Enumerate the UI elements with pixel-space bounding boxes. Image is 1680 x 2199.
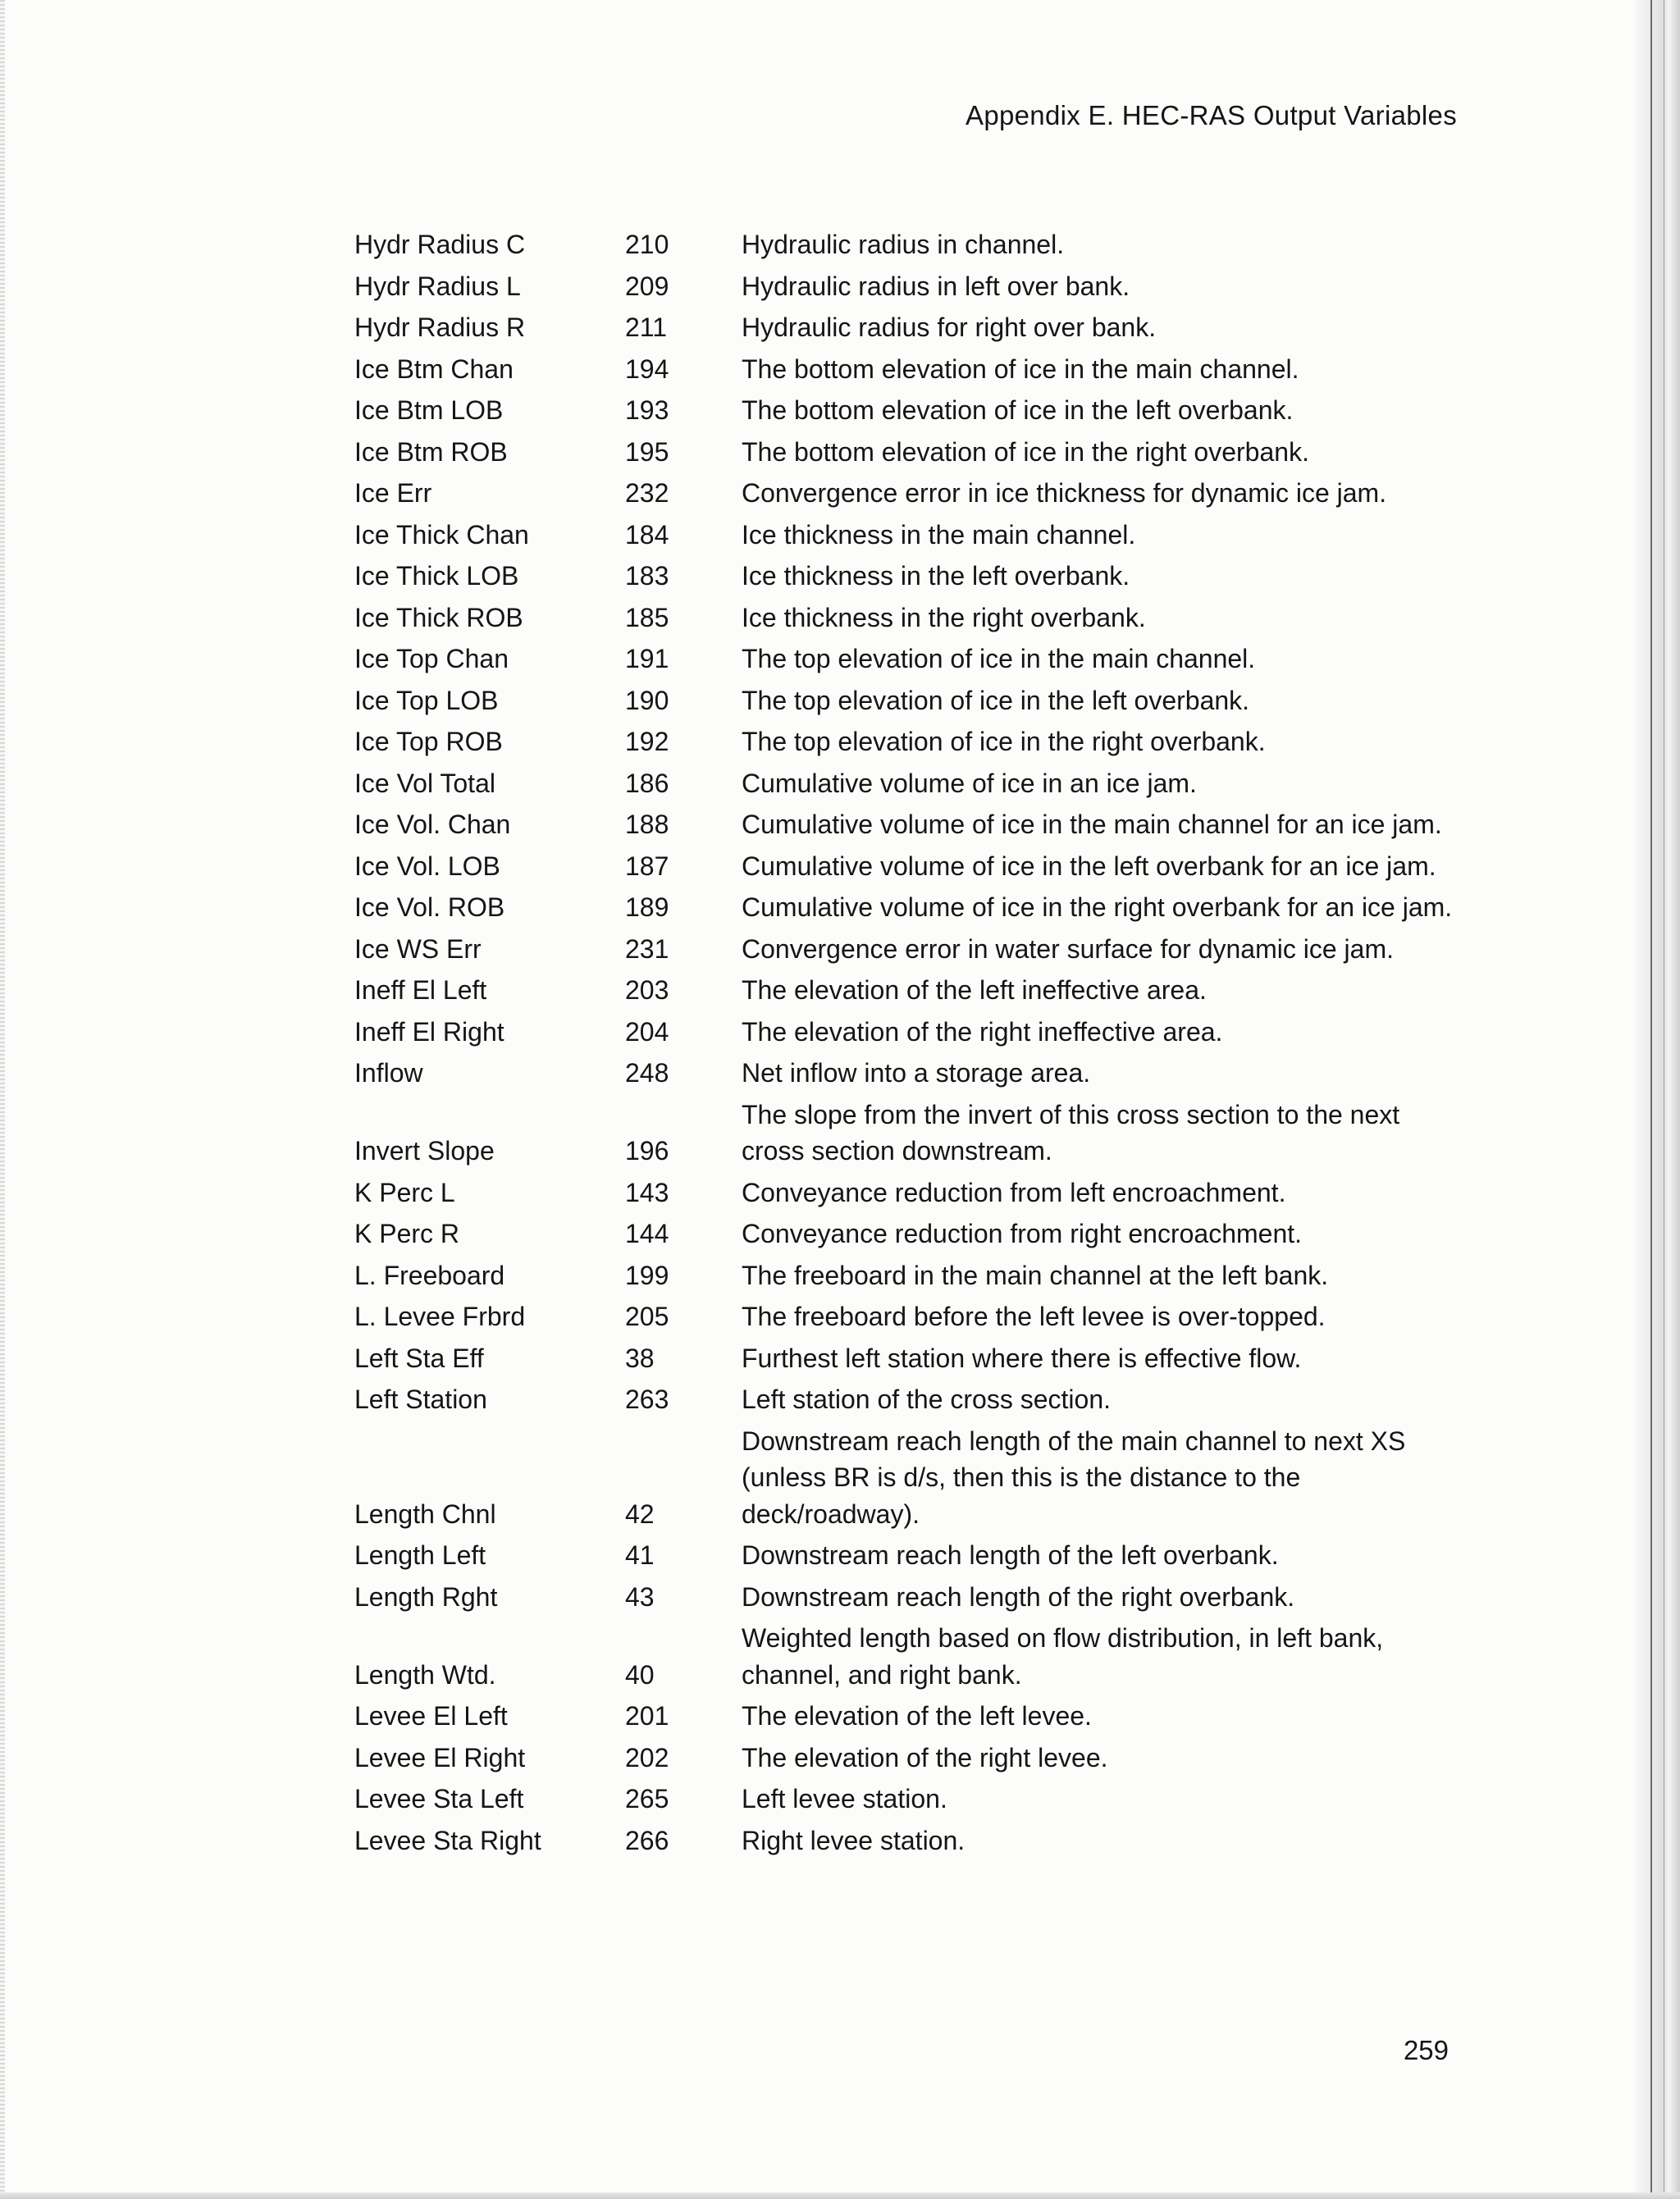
variable-name: Ice Thick ROB bbox=[354, 602, 523, 632]
variable-description: The top elevation of ice in the left overbank. bbox=[742, 685, 1250, 715]
variable-number: 183 bbox=[625, 561, 669, 591]
variable-description: The freeboard before the left levee is over-topped. bbox=[742, 1302, 1326, 1331]
variable-description: The freeboard in the main channel at the left bank. bbox=[742, 1260, 1329, 1290]
variable-name: K Perc R bbox=[354, 1219, 460, 1248]
variable-number: 193 bbox=[625, 395, 669, 425]
variable-number: 41 bbox=[625, 1540, 655, 1570]
variable-number: 188 bbox=[625, 810, 669, 839]
table-row bbox=[354, 1781, 1470, 1818]
variable-number: 231 bbox=[625, 933, 669, 964]
variable-name: Ice Vol. Chan bbox=[354, 810, 511, 839]
variable-description: Furthest left station where there is effective flow. bbox=[742, 1343, 1302, 1373]
table-row bbox=[354, 268, 1470, 305]
variable-number: 195 bbox=[625, 436, 669, 467]
variable-description: Right levee station. bbox=[742, 1825, 966, 1855]
table-row bbox=[354, 931, 1470, 968]
variable-name: Ice Vol. LOB bbox=[354, 851, 500, 881]
output-variables-table bbox=[354, 226, 1470, 1859]
table-row bbox=[354, 1381, 1470, 1418]
variable-number: 185 bbox=[625, 602, 669, 632]
variable-description: Convergence error in water surface for dynamic ice jam. bbox=[742, 933, 1394, 964]
variable-name: Levee Sta Right bbox=[354, 1825, 541, 1855]
variable-number: 211 bbox=[625, 313, 668, 342]
variable-description: Ice thickness in the left overbank. bbox=[742, 561, 1130, 591]
table-row bbox=[354, 1740, 1470, 1777]
table-row bbox=[354, 1698, 1470, 1735]
table-row bbox=[354, 1423, 1470, 1533]
variable-number: 187 bbox=[625, 851, 669, 881]
variable-description: Ice thickness in the right overbank. bbox=[742, 602, 1146, 632]
table-row bbox=[354, 723, 1470, 760]
variable-number: 196 bbox=[625, 1136, 669, 1166]
variable-name: Ice Btm ROB bbox=[354, 436, 508, 467]
scan-left-edge bbox=[0, 0, 5, 2199]
variable-description: Left station of the cross section. bbox=[742, 1385, 1112, 1414]
variable-name: L. Levee Frbrd bbox=[354, 1302, 526, 1331]
variable-name: Ice Err bbox=[354, 478, 432, 508]
variable-number: 38 bbox=[625, 1343, 655, 1373]
variable-number: 191 bbox=[625, 644, 669, 673]
variable-number: 43 bbox=[625, 1581, 655, 1612]
variable-description: Hydraulic radius in left over bank. bbox=[742, 271, 1130, 301]
variable-number: 248 bbox=[625, 1058, 669, 1088]
variable-number: 202 bbox=[625, 1742, 669, 1772]
variable-name: Length Left bbox=[354, 1540, 486, 1570]
variable-number: 144 bbox=[625, 1219, 669, 1248]
table-row bbox=[354, 434, 1470, 471]
variable-name: Ice Top LOB bbox=[354, 685, 499, 715]
table-row bbox=[354, 1014, 1470, 1051]
variable-name: Length Chnl bbox=[354, 1499, 496, 1529]
variable-name: Ice WS Err bbox=[354, 933, 482, 964]
table-row bbox=[354, 1257, 1470, 1294]
book-binding-edge bbox=[1636, 0, 1680, 2199]
table-row bbox=[354, 1097, 1470, 1170]
variable-name: Levee Sta Left bbox=[354, 1784, 524, 1813]
table-row bbox=[354, 351, 1470, 388]
table-row bbox=[354, 1823, 1470, 1859]
table-row bbox=[354, 1620, 1470, 1693]
table-row bbox=[354, 1579, 1470, 1616]
table-row bbox=[354, 392, 1470, 429]
variable-description: The slope from the invert of this cross section to the next cross section downstream. bbox=[742, 1099, 1400, 1166]
table-row bbox=[354, 600, 1470, 636]
variable-description: Conveyance reduction from right encroachment. bbox=[742, 1219, 1303, 1248]
variable-description: Convergence error in ice thickness for dynamic ice jam. bbox=[742, 478, 1387, 508]
variable-name: Left Station bbox=[354, 1385, 487, 1414]
variable-number: 209 bbox=[625, 271, 669, 301]
variable-name: Hydr Radius C bbox=[354, 230, 526, 259]
variable-name: Length Rght bbox=[354, 1581, 498, 1612]
variable-name: Ice Btm LOB bbox=[354, 395, 504, 425]
variable-description: The bottom elevation of ice in the right overbank. bbox=[742, 436, 1309, 467]
variable-description: Left levee station. bbox=[742, 1784, 947, 1813]
table-row bbox=[354, 765, 1470, 802]
variable-description: The top elevation of ice in the right overbank. bbox=[742, 727, 1266, 756]
table-row bbox=[354, 475, 1470, 512]
variable-name: Ice Thick Chan bbox=[354, 519, 529, 550]
variable-description: Hydraulic radius for right over bank. bbox=[742, 313, 1157, 342]
variable-number: 143 bbox=[625, 1177, 669, 1207]
variable-name: Levee El Left bbox=[354, 1701, 508, 1731]
variable-number: 266 bbox=[625, 1825, 669, 1855]
table-row bbox=[354, 1340, 1470, 1377]
variable-name: Ineff El Right bbox=[354, 1016, 504, 1047]
variable-name: Inflow bbox=[354, 1058, 423, 1088]
variable-number: 205 bbox=[625, 1302, 669, 1331]
table-row bbox=[354, 972, 1470, 1009]
variable-description: Hydraulic radius in channel. bbox=[742, 230, 1065, 259]
variable-number: 194 bbox=[625, 354, 669, 384]
variable-number: 201 bbox=[625, 1701, 669, 1731]
variable-description: The bottom elevation of ice in the main channel. bbox=[742, 354, 1299, 384]
variable-name: Hydr Radius R bbox=[354, 313, 526, 342]
variable-number: 263 bbox=[625, 1385, 669, 1414]
variable-name: Ice Btm Chan bbox=[354, 354, 514, 384]
table-row bbox=[354, 517, 1470, 554]
table-row bbox=[354, 309, 1470, 346]
variable-description: The top elevation of ice in the main channel. bbox=[742, 644, 1256, 673]
variable-description: Downstream reach length of the left overbank. bbox=[742, 1540, 1279, 1570]
variable-number: 199 bbox=[625, 1260, 669, 1290]
variable-description: Weighted length based on flow distribution, in left bank, channel, and right bank. bbox=[742, 1623, 1384, 1690]
variable-number: 192 bbox=[625, 727, 669, 756]
variable-number: 203 bbox=[625, 975, 669, 1005]
variable-description: Conveyance reduction from left encroachment. bbox=[742, 1177, 1286, 1207]
page-number: 259 bbox=[1403, 2035, 1449, 2065]
variable-name: K Perc L bbox=[354, 1177, 455, 1207]
variable-name: Levee El Right bbox=[354, 1742, 526, 1772]
variable-description: The elevation of the left ineffective area. bbox=[742, 975, 1207, 1005]
variable-description: Downstream reach length of the main channel to next XS (unless BR is d/s, then this is the distance to the deck/roadway). bbox=[742, 1426, 1406, 1529]
variable-number: 232 bbox=[625, 478, 669, 508]
variable-description: Downstream reach length of the right overbank. bbox=[742, 1581, 1295, 1612]
variable-name: Ice Thick LOB bbox=[354, 561, 519, 591]
variable-description: Cumulative volume of ice in the right overbank for an ice jam. bbox=[742, 892, 1453, 922]
variable-number: 190 bbox=[625, 685, 669, 715]
table-row bbox=[354, 806, 1470, 843]
variable-number: 210 bbox=[625, 230, 669, 259]
variable-number: 186 bbox=[625, 768, 669, 798]
table-row bbox=[354, 226, 1470, 263]
table-row bbox=[354, 558, 1470, 595]
variable-description: Cumulative volume of ice in the main channel for an ice jam. bbox=[742, 810, 1442, 839]
variable-number: 265 bbox=[625, 1784, 669, 1813]
table-row bbox=[354, 641, 1470, 677]
variable-number: 40 bbox=[625, 1659, 655, 1690]
table-row bbox=[354, 848, 1470, 885]
variable-number: 189 bbox=[625, 892, 669, 922]
table-row bbox=[354, 1537, 1470, 1574]
variable-name: Invert Slope bbox=[354, 1136, 495, 1166]
table-row bbox=[354, 889, 1470, 926]
variable-name: Ineff El Left bbox=[354, 975, 487, 1005]
variable-name: Left Sta Eff bbox=[354, 1343, 484, 1373]
variable-name: Ice Vol. ROB bbox=[354, 892, 505, 922]
variable-number: 204 bbox=[625, 1016, 669, 1047]
running-header: Appendix E. HEC-RAS Output Variables bbox=[966, 100, 1457, 130]
variable-description: The elevation of the right ineffective area. bbox=[742, 1016, 1223, 1047]
variable-number: 184 bbox=[625, 519, 669, 550]
variable-name: Length Wtd. bbox=[354, 1659, 496, 1690]
table-row bbox=[354, 682, 1470, 719]
variable-name: L. Freeboard bbox=[354, 1260, 505, 1290]
table-row bbox=[354, 1216, 1470, 1252]
variable-number: 42 bbox=[625, 1499, 655, 1529]
variable-description: The elevation of the left levee. bbox=[742, 1701, 1092, 1731]
scan-bottom-edge bbox=[0, 2192, 1680, 2199]
variable-description: The bottom elevation of ice in the left overbank. bbox=[742, 395, 1294, 425]
variable-name: Ice Top Chan bbox=[354, 644, 509, 673]
table-row bbox=[354, 1175, 1470, 1211]
variable-name: Ice Top ROB bbox=[354, 727, 503, 756]
variable-name: Ice Vol Total bbox=[354, 768, 495, 798]
variable-description: Cumulative volume of ice in the left overbank for an ice jam. bbox=[742, 851, 1436, 881]
variable-name: Hydr Radius L bbox=[354, 271, 521, 301]
variable-description: Net inflow into a storage area. bbox=[742, 1058, 1091, 1088]
table-row bbox=[354, 1298, 1470, 1335]
variable-description: Cumulative volume of ice in an ice jam. bbox=[742, 768, 1197, 798]
variable-description: The elevation of the right levee. bbox=[742, 1742, 1108, 1772]
variable-description: Ice thickness in the main channel. bbox=[742, 519, 1136, 550]
table-row bbox=[354, 1055, 1470, 1092]
